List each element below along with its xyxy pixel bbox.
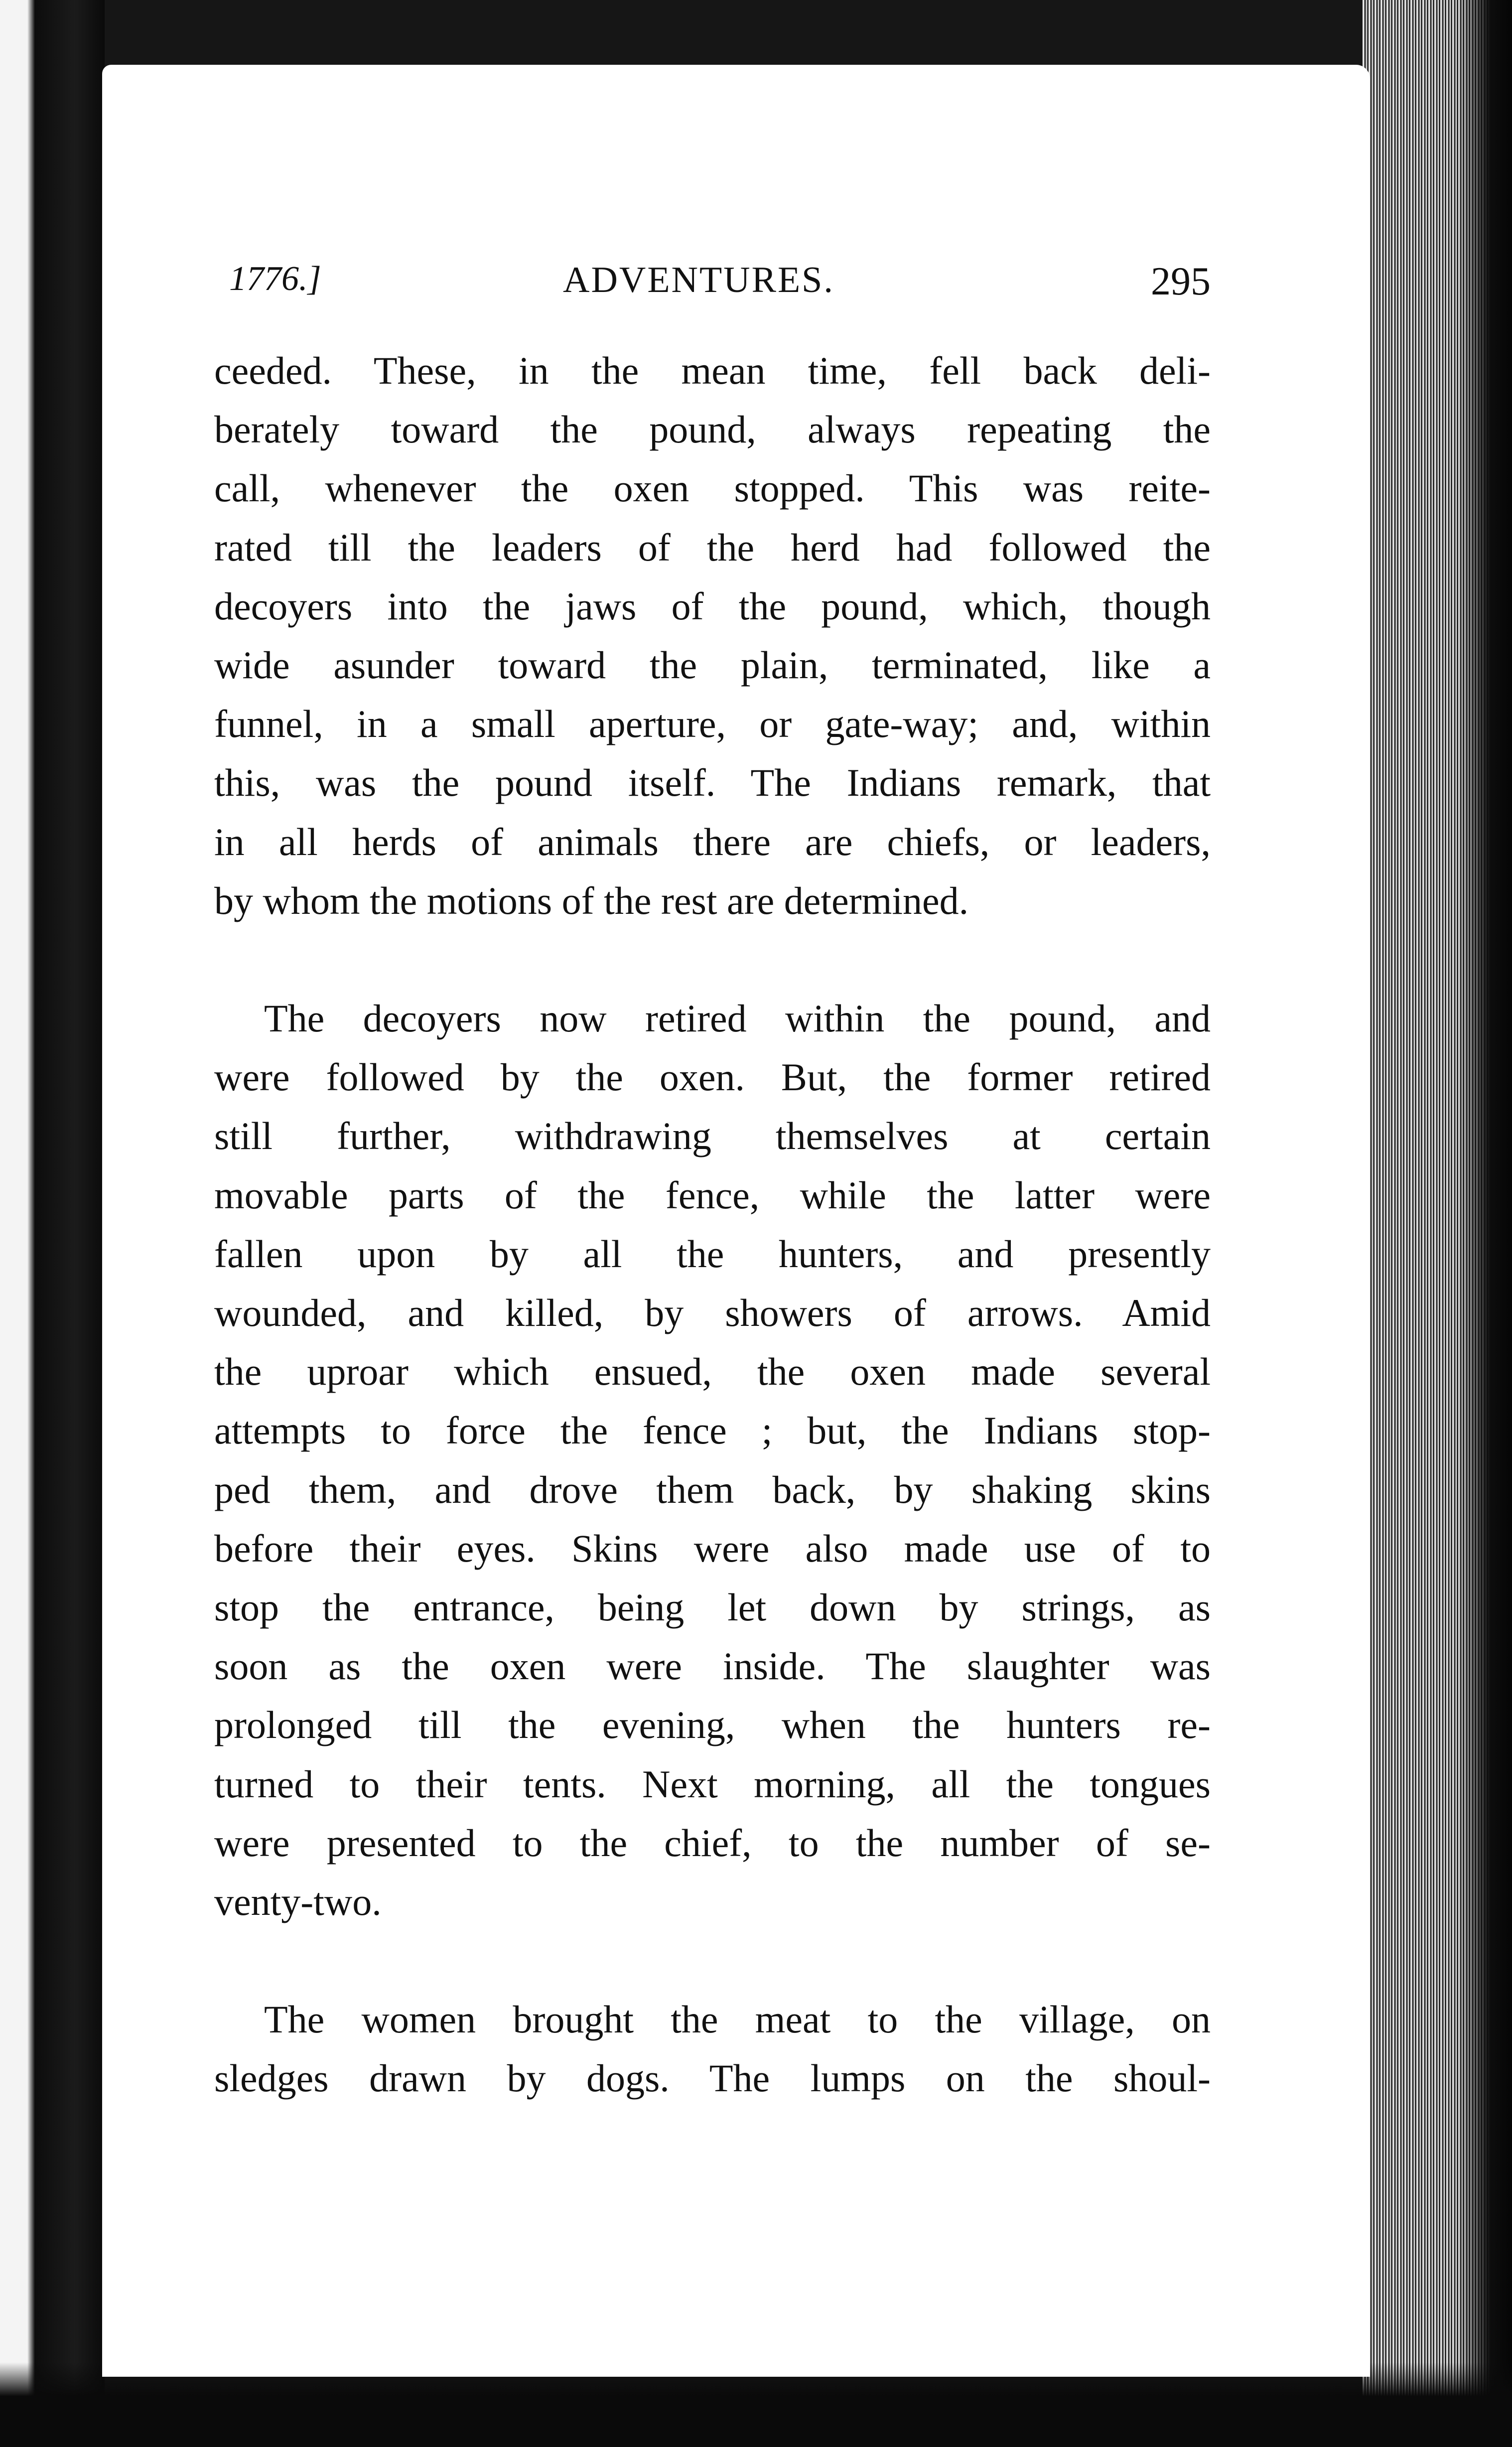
running-head-year: 1776.] bbox=[229, 260, 321, 298]
paragraph-2 bbox=[214, 989, 1211, 1931]
text-line: stop the entrance, being let down by strings, as bbox=[214, 1585, 1211, 1629]
text-line: funnel, in a small aperture, or gate-way; and, within bbox=[214, 702, 1211, 746]
text-line: soon as the oxen were inside. The slaughter was bbox=[214, 1644, 1211, 1688]
text-line: the uproar which ensued, the oxen made several bbox=[214, 1350, 1211, 1394]
text-line bbox=[214, 1990, 1211, 2049]
text-line: were presented to the chief, to the number of se- bbox=[214, 1821, 1211, 1865]
text-line: venty-two. bbox=[214, 1880, 382, 1924]
text-line: sledges drawn by dogs. The lumps on the shoul- bbox=[214, 2056, 1211, 2100]
text-line: wounded, and killed, by showers of arrows. Amid bbox=[214, 1291, 1211, 1335]
running-head bbox=[214, 259, 1211, 309]
body-text bbox=[214, 341, 1211, 2108]
text-line-content: The women brought the meat to the village, on bbox=[264, 1998, 1211, 2041]
text-line: movable parts of the fence, while the latter were bbox=[214, 1173, 1211, 1217]
text-line: in all herds of animals there are chiefs, or leaders, bbox=[214, 820, 1211, 864]
book-binding-edge bbox=[0, 0, 105, 2447]
text-line: by whom the motions of the rest are determined. bbox=[214, 878, 969, 922]
text-line: before their eyes. Skins were also made use of to bbox=[214, 1526, 1211, 1570]
text-line: this, was the pound itself. The Indians remark, that bbox=[214, 761, 1211, 805]
text-line: berately toward the pound, always repeating the bbox=[214, 408, 1211, 451]
text-line bbox=[214, 989, 1211, 1048]
text-line: fallen upon by all the hunters, and presently bbox=[214, 1232, 1211, 1276]
text-line: prolonged till the evening, when the hunters re- bbox=[214, 1703, 1211, 1747]
running-head-title: ADVENTURES. bbox=[563, 260, 834, 300]
text-line: ped them, and drove them back, by shaking skins bbox=[214, 1467, 1211, 1511]
text-line: call, whenever the oxen stopped. This was reite- bbox=[214, 466, 1211, 510]
paragraph-3 bbox=[214, 1990, 1211, 2108]
text-line: still further, withdrawing themselves at certain bbox=[214, 1114, 1211, 1158]
text-line: rated till the leaders of the herd had followed the bbox=[214, 525, 1211, 569]
page-edge-stack bbox=[1363, 0, 1512, 2447]
text-line: attempts to force the fence ; but, the Indians stop- bbox=[214, 1409, 1211, 1452]
text-line-content: The decoyers now retired within the pound, and bbox=[264, 997, 1211, 1040]
page-number: 295 bbox=[1151, 260, 1211, 303]
text-line: wide asunder toward the plain, terminated, like a bbox=[214, 643, 1211, 687]
paragraph-1 bbox=[214, 341, 1211, 930]
text-line: turned to their tents. Next morning, all the tongues bbox=[214, 1762, 1211, 1806]
text-line: ceeded. These, in the mean time, fell back deli- bbox=[214, 349, 1211, 392]
text-line: were followed by the oxen. But, the former retired bbox=[214, 1055, 1211, 1099]
text-line: decoyers into the jaws of the pound, which, though bbox=[214, 584, 1211, 628]
